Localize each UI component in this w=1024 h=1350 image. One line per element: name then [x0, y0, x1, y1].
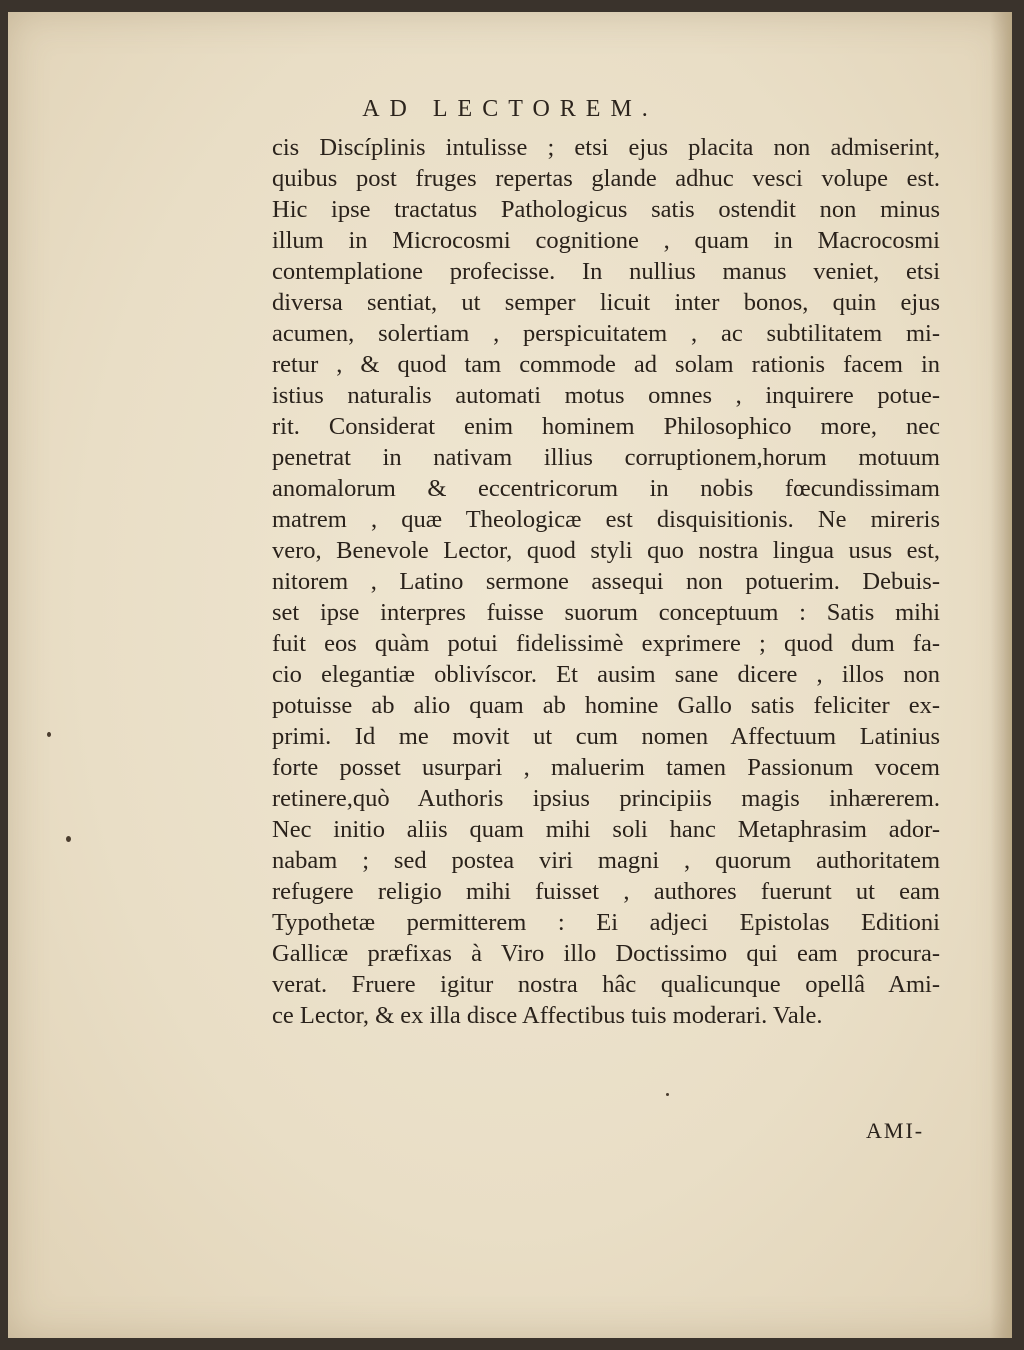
ink-speck [666, 1093, 669, 1096]
text-line: diversa sentiat, ut semper licuit inter bonos, quin ejus [272, 289, 940, 316]
ink-speck [47, 732, 51, 737]
text-line: cis Discíplinis intulisse ; etsi ejus placita non admiserint, [272, 134, 940, 161]
text-line: Nec initio aliis quam mihi soli hanc Metaphrasim ador- [272, 816, 940, 843]
text-line: vero, Benevole Lector, quod styli quo nostra lingua usus est, [272, 537, 940, 564]
text-line: refugere religio mihi fuisset , authores fuerunt ut eam [272, 878, 940, 905]
text-line: nitorem , Latino sermone assequi non potuerim. Debuis- [272, 568, 940, 595]
body-text [272, 132, 940, 1031]
text-line: retur , & quod tam commode ad solam rationis facem in [272, 351, 940, 378]
text-line: illum in Microcosmi cognitione , quam in Macrocosmi [272, 227, 940, 254]
text-line: istius naturalis automati motus omnes , inquirere potue- [272, 382, 940, 409]
text-line: retinere,quò Authoris ipsius principiis magis inhærerem. [272, 785, 940, 812]
text-line: verat. Fruere igitur nostra hâc qualicunque opellâ Ami- [272, 971, 940, 998]
book-page [8, 12, 1012, 1338]
text-line: fuit eos quàm potui fidelissimè exprimere ; quod dum fa- [272, 630, 940, 657]
text-line: quibus post fruges repertas glande adhuc vesci volupe est. [272, 165, 940, 192]
text-line: Hic ipse tractatus Pathologicus satis ostendit non minus [272, 196, 940, 223]
text-line: Typothetæ permitterem : Ei adjeci Epistolas Editioni [272, 909, 940, 936]
text-line: potuisse ab alio quam ab homine Gallo satis feliciter ex- [272, 692, 940, 719]
catchword: AMI- [866, 1118, 925, 1143]
text-line: set ipse interpres fuisse suorum conceptuum : Satis mihi [272, 599, 940, 626]
ink-speck [66, 836, 71, 842]
text-line: Gallicæ præfixas à Viro illo Doctissimo qui eam procura- [272, 940, 940, 967]
text-line: penetrat in nativam illius corruptionem,horum motuum [272, 444, 940, 471]
text-line: matrem , quæ Theologicæ est disquisitionis. Ne mireris [272, 506, 940, 533]
text-line: rit. Considerat enim hominem Philosophico more, nec [272, 413, 940, 440]
text-line: cio elegantiæ oblivíscor. Et ausim sane dicere , illos non [272, 661, 940, 688]
text-line: acumen, solertiam , perspicuitatem , ac subtilitatem mi- [272, 320, 940, 347]
text-line: forte posset usurpari , maluerim tamen Passionum vocem [272, 754, 940, 781]
page-gutter-edge [990, 12, 1012, 1338]
text-line: nabam ; sed postea viri magni , quorum authoritatem [272, 847, 940, 874]
text-line: primi. Id me movit ut cum nomen Affectuum Latinius [272, 723, 940, 750]
text-line: anomalorum & eccentricorum in nobis fœcundissimam [272, 475, 940, 502]
text-line: contemplatione profecisse. In nullius manus veniet, etsi [272, 258, 940, 285]
running-head: AD LECTOREM. [362, 96, 658, 122]
text-line-last: ce Lector, & ex illa disce Affectibus tuis moderari. Vale. [272, 1002, 823, 1029]
